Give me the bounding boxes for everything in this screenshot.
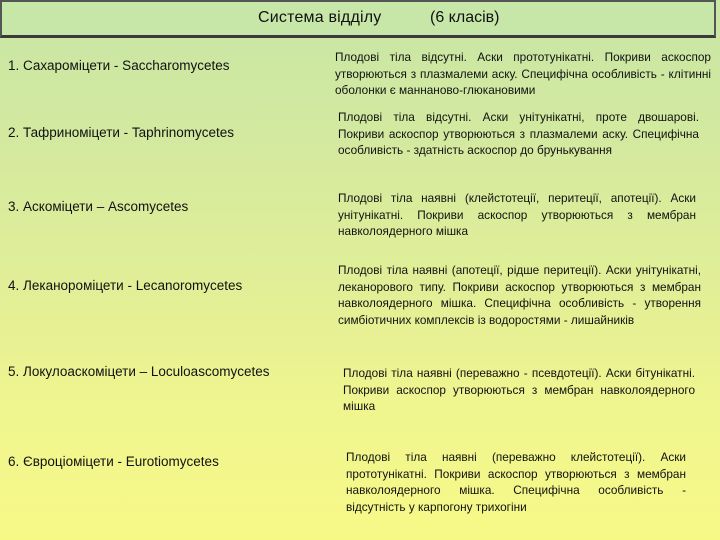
class-description: Плодові тіла наявні (клейстотеції, перитеції, апотеції). Аски унітунікатні. Покриви аскоспор утворюються з мембран навколоядерного мішка [338,191,696,238]
class-description: Плодові тіла відсутні. Аски унітунікатні, проте двошарові. Покриви аскоспор утворюються з плазмалеми аску. Специфічна особливість - здатність аскоспор до брунькування [338,110,699,157]
class-name: 2. Тафриноміцети - Taphrinomycetes [8,125,234,140]
class-description: Плодові тіла відсутні. Аски прототунікатні. Покриви аскоспор утворюються з плазмалеми аску. Специфічна особливість - клітинні оболонки є маннаново-глюкановими [335,50,711,97]
class-description: Плодові тіла наявні (переважно клейстотеції). Аски прототунікатні. Покриви аскоспор утворюються з мембран навколоядерного мішка. Специфічна особливість - відсутність у карпогону трихогіни [346,450,686,514]
title-bar [0,0,716,38]
class-description: Плодові тіла наявні (переважно - псевдотеції). Аски бітунікатні. Покриви аскоспор утворюються з мембран навколоядерного мішка [343,366,695,413]
class-name: 5. Локулоаскоміцети – Loculoascomycetes [8,364,270,379]
class-count: (6 класів) [430,9,500,26]
class-name: 1. Сахароміцети - Saccharomycetes [8,58,230,73]
class-name: 4. Леканороміцети - Lecanoromycetes [8,278,243,293]
class-description: Плодові тіла наявні (апотеції, рідше перитеції). Аски унітунікатні, леканорового типу. Покриви аскоспор утворюються з мембран навколоядерного мішка. Специфічна особливість - утворення симбіотичних комплексів із водоростями - лишайників [338,263,701,327]
class-name: 6. Євроціоміцети - Eurotiomycetes [8,454,219,469]
page-title: Система відділу [258,9,382,26]
class-name: 3. Аскоміцети – Ascomycetes [8,199,189,214]
